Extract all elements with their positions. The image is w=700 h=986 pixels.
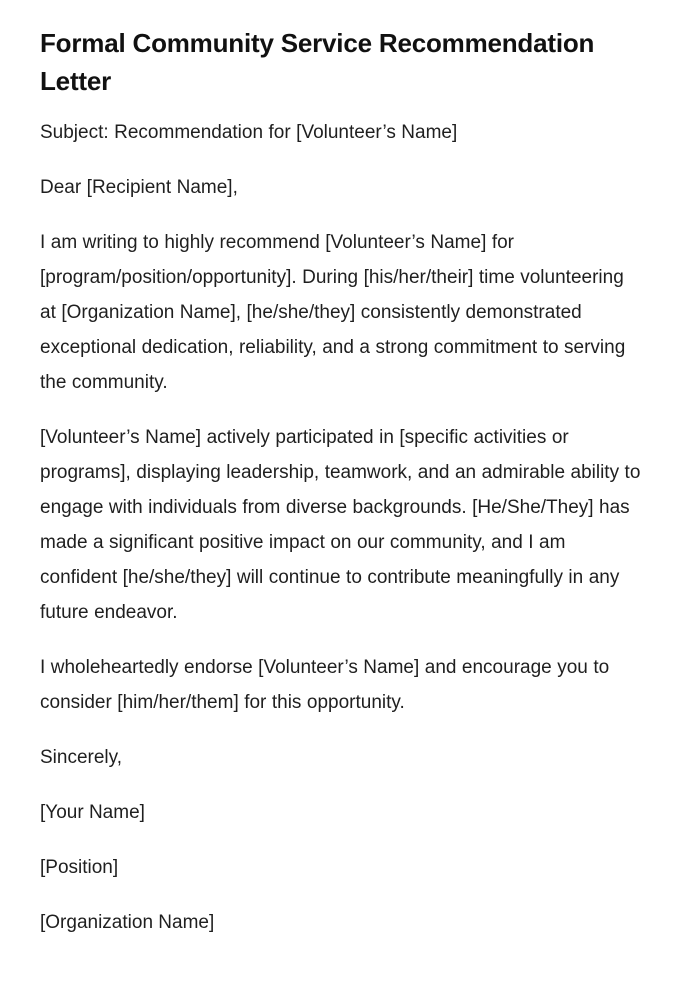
page-title: Formal Community Service Recommendation Letter <box>40 28 595 97</box>
body-paragraph-1: I am writing to highly recommend [Volunteer’s Name] for [program/position/opportunity]. During [his/her/their] time volunteering at [Organization Name], [he/she/they] consistently demonstrated exceptional dedication, reliability, and a strong commitment to serving the community. <box>40 231 626 393</box>
salutation: Dear [Recipient Name], <box>40 176 238 198</box>
closing-salutation: Sincerely, <box>40 746 123 768</box>
subject-line: Subject: Recommendation for [Volunteer’s Name] <box>40 121 458 143</box>
letter-body <box>40 115 642 940</box>
signature-organization: [Organization Name] <box>40 911 215 933</box>
body-paragraph-3: I wholeheartedly endorse [Volunteer’s Name] and encourage you to consider [him/her/them] for this opportunity. <box>40 656 610 713</box>
signature-name: [Your Name] <box>40 801 145 823</box>
signature-position: [Position] <box>40 856 119 878</box>
body-paragraph-2: [Volunteer’s Name] actively participated in [specific activities or programs], displaying leadership, teamwork, and an admirable ability to engage with individuals from diverse backgrounds. [He/She/They] has made a significant positive impact on our community, and I am confident [he/she/they] will continue to contribute meaningfully in any future endeavor. <box>40 426 641 623</box>
